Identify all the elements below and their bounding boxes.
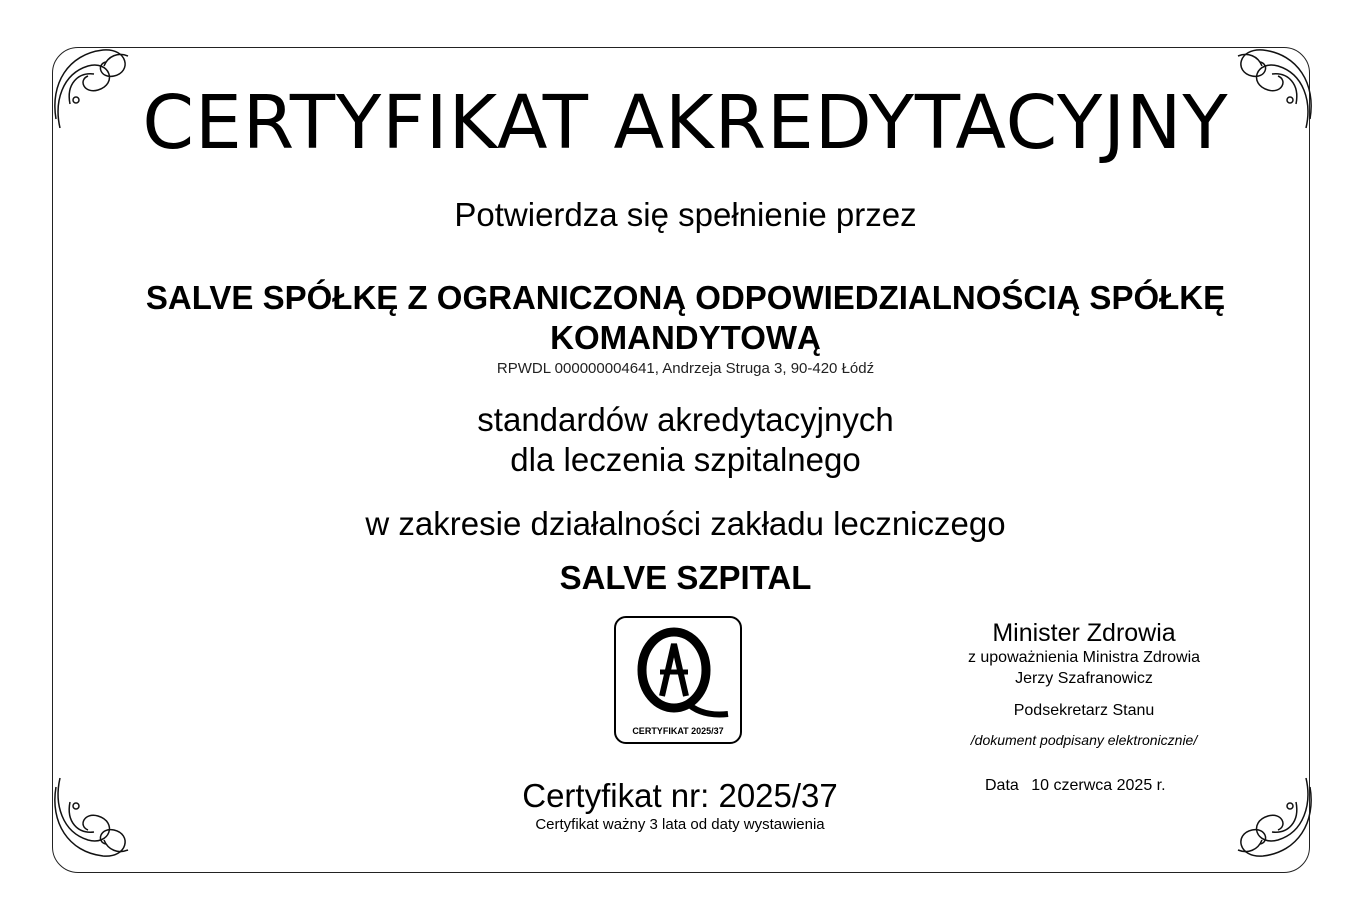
signatory-title: Minister Zdrowia — [992, 619, 1176, 647]
company-name — [0, 278, 1371, 358]
confirmation-text: Potwierdza się spełnienie przez — [454, 196, 917, 233]
ornament-corner-icon — [1228, 772, 1318, 862]
certificate-title: CERTYFIKAT AKREDYTACYJNY — [142, 80, 1229, 166]
issue-date — [985, 776, 1166, 796]
date-label: Data — [985, 777, 1019, 794]
date-value: 10 czerwca 2025 r. — [1031, 777, 1166, 794]
certificate-validity: Certyfikat ważny 3 lata od daty wystawienia — [535, 816, 825, 833]
certificate-number: Certyfikat nr: 2025/37 — [522, 777, 838, 814]
ornament-corner-icon — [48, 772, 138, 862]
signatory-name: Jerzy Szafranowicz — [1015, 670, 1153, 687]
signatory-role: Podsekretarz Stanu — [1013, 702, 1155, 719]
facility-name: SALVE SZPITAL — [559, 559, 812, 596]
signature-note: /dokument podpisany elektronicznie/ — [970, 732, 1198, 748]
standards-line-1: standardów akredytacyjnych — [477, 401, 894, 438]
registry-info: RPWDL 000000004641, Andrzeja Struga 3, 90-420 Łódź — [496, 360, 875, 377]
logo-caption: CERTYFIKAT 2025/37 — [632, 726, 724, 736]
accreditation-logo — [614, 616, 742, 744]
company-name-line-1: SALVE SPÓŁKĘ Z OGRANICZONĄ ODPOWIEDZIALNOŚCIĄ SPÓŁKĘ — [145, 279, 1226, 316]
cmj-quality-seal-icon — [624, 624, 734, 724]
standards-text — [0, 400, 1371, 480]
standards-line-2: dla leczenia szpitalnego — [510, 441, 861, 478]
scope-text: w zakresie działalności zakładu leczniczego — [365, 505, 1006, 542]
signatory-authorization: z upoważnienia Ministra Zdrowia — [967, 649, 1201, 666]
company-name-line-2: KOMANDYTOWĄ — [550, 319, 821, 356]
